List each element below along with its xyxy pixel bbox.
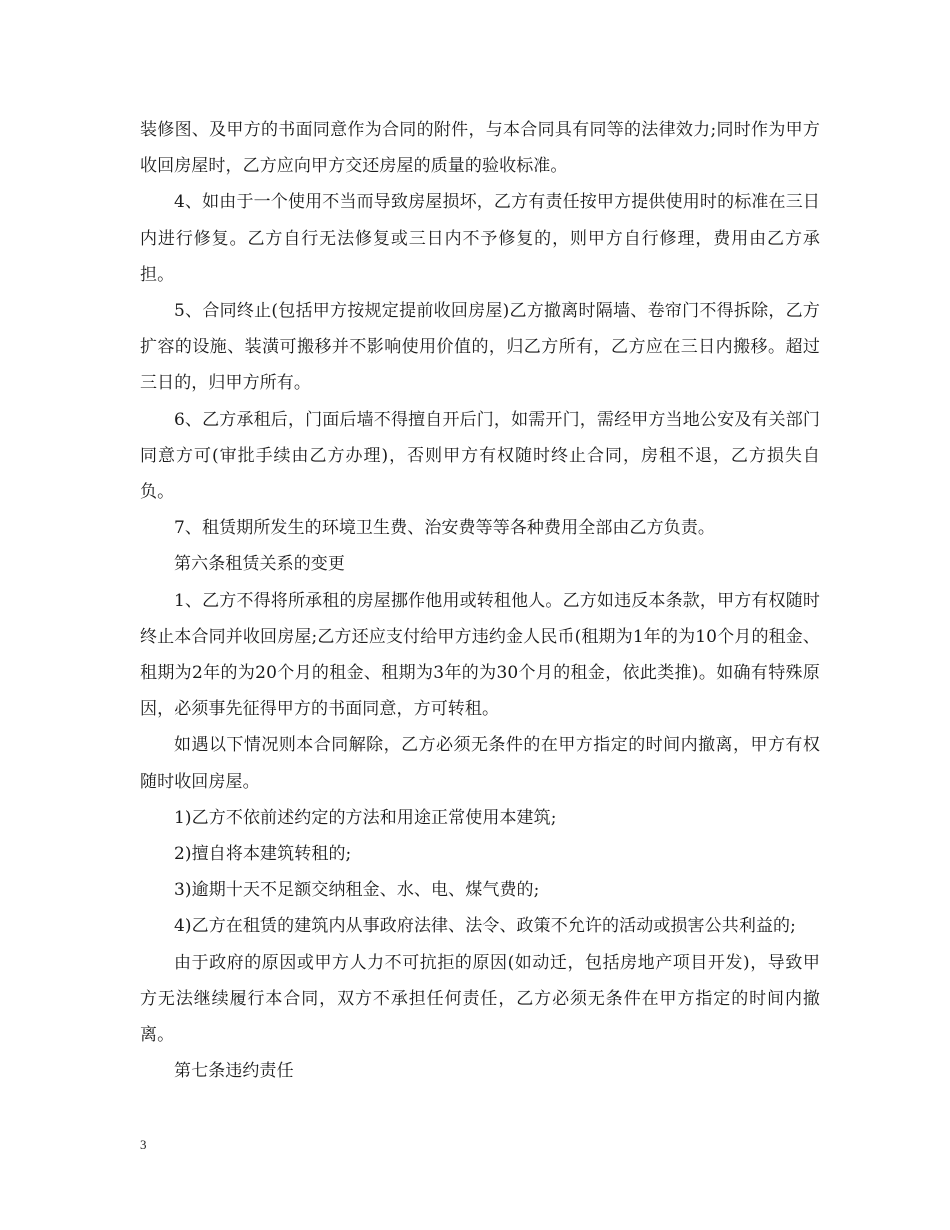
paragraph-clause-5: 5、合同终止(包括甲方按规定提前收回房屋)乙方撤离时隔墙、卷帘门不得拆除，乙方扩容的设施、装潢可搬移并不影响使用价值的，归乙方所有，乙方应在三日内搬移。超过三日的，归甲方所有。 (140, 301, 820, 394)
paragraph-clause-7: 7、租赁期所发生的环境卫生费、治安费等等各种费用全部由乙方负责。 (174, 518, 716, 539)
list-item-condition-4: 4)乙方在租赁的建筑内从事政府法律、法令、政策不允许的活动或损害公共利益的; (174, 916, 796, 937)
section-heading-article-7: 第七条违约责任 (174, 1061, 294, 1082)
paragraph-continuation: 装修图、及甲方的书面同意作为合同的附件，与本合同具有同等的法律效力;同时作为甲方收回房屋时，乙方应向甲方交还房屋的质量的验收标准。 (140, 120, 820, 177)
paragraph-article-6-clause-1: 1、乙方不得将所承租的房屋挪作他用或转租他人。乙方如违反本条款，甲方有权随时终止本合同并收回房屋;乙方还应支付给甲方违约金人民币(租期为1年的为10个月的租金、租期为2年的为20个月的租金、租期为3年的为30个月的租金，依此类推)。如确有特殊原因，必须事先征得甲方的书面同意，方可转租。 (140, 590, 820, 720)
list-item-condition-1: 1)乙方不依前述约定的方法和用途正常使用本建筑; (174, 807, 557, 828)
paragraph-force-majeure: 由于政府的原因或甲方人力不可抗拒的原因(如动迁，包括房地产项目开发)，导致甲方无法继续履行本合同，双方不承担任何责任，乙方必须无条件在甲方指定的时间内撤离。 (140, 952, 820, 1046)
paragraph-termination-conditions: 如遇以下情况则本合同解除，乙方必须无条件的在甲方指定的时间内撤离，甲方有权随时收回房屋。 (140, 735, 820, 792)
list-item-condition-2: 2)擅自将本建筑转租的; (174, 844, 352, 865)
list-item-condition-3: 3)逾期十天不足额交纳租金、水、电、煤气费的; (174, 880, 540, 901)
document-body (140, 112, 820, 1089)
paragraph-clause-6: 6、乙方承租后，门面后墙不得擅自开后门，如需开门，需经甲方当地公安及有关部门同意方可(审批手续由乙方办理)，否则甲方有权随时终止合同，房租不退，乙方损失自负。 (140, 409, 820, 503)
section-heading-article-6: 第六条租赁关系的变更 (174, 554, 345, 575)
page-number: 3 (140, 1137, 147, 1152)
paragraph-clause-4: 4、如由于一个使用不当而导致房屋损坏，乙方有责任按甲方提供使用时的标准在三日内进行修复。乙方自行无法修复或三日内不予修复的，则甲方自行修理，费用由乙方承担。 (140, 192, 820, 285)
